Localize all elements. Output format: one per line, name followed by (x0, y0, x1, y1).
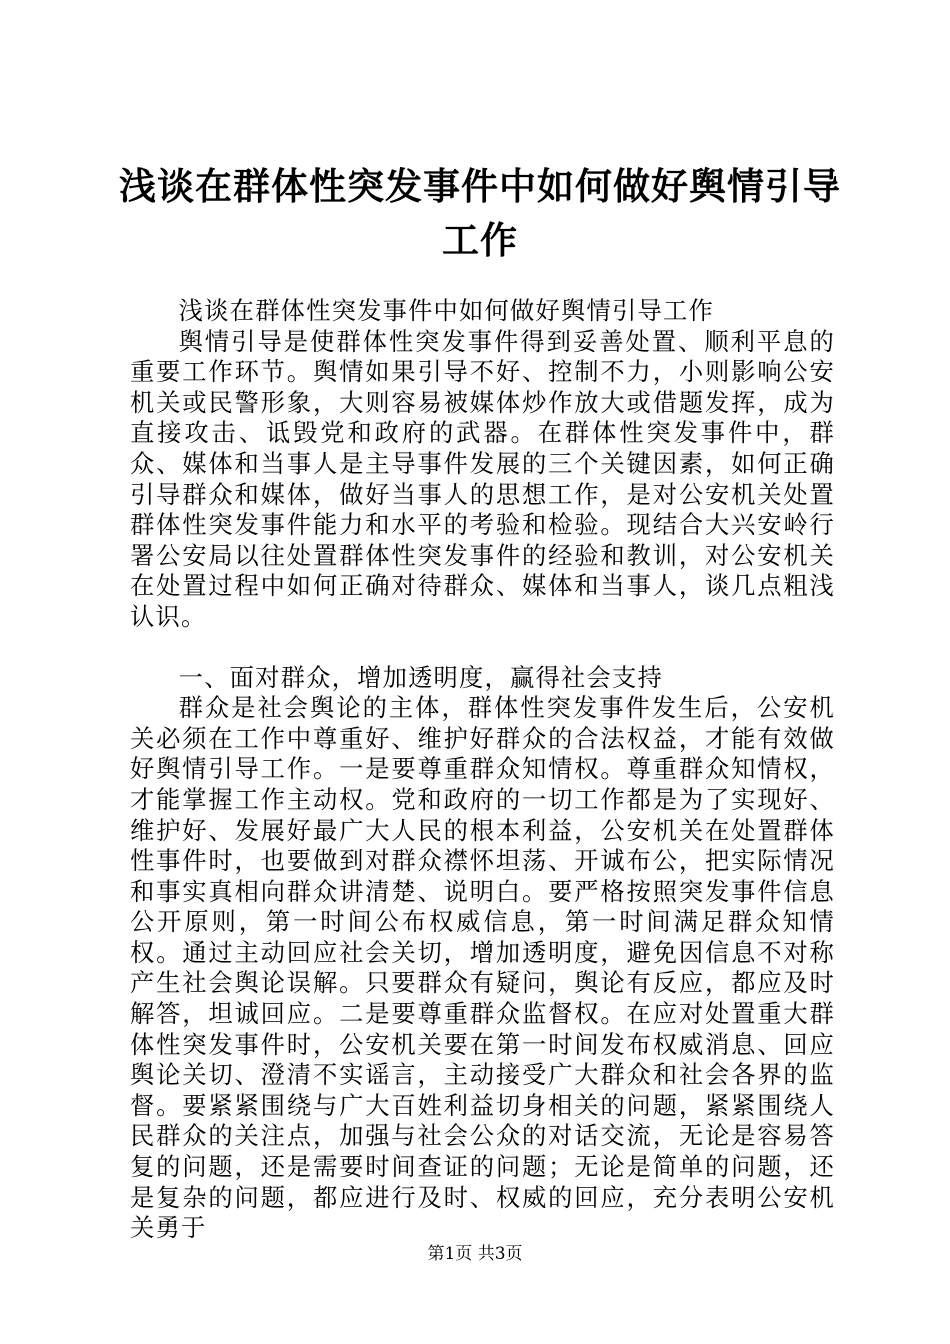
section-heading: 一、面对群众，增加透明度，赢得社会支持 (178, 662, 664, 692)
section-paragraph: 群众是社会舆论的主体，群体性突发事件发生后，公安机关必须在工作中尊重好、维护好群众的合法权益，才能有效做好舆情引导工作。一是要尊重群众知情权。尊重群众知情权，才能掌握工作主动权。党和政府的一切工作都是为了实现好、维护好、发展好最广大人民的根本利益，公安机关在处置群体性事件时，也要做到对群众襟怀坦荡、开诚布公，把实际情况和事实真相向群众讲清楚、说明白。要严格按照突发事件信息公开原则，第一时间公布权威信息，第一时间满足群众知情权。通过主动回应社会关切，增加透明度，避免因信息不对称产生社会舆论误解。只要群众有疑问，舆论有反应，都应及时解答，坦诚回应。二是要尊重群众监督权。在应对处置重大群体性突发事件时，公安机关要在第一时间发布权威消息、回应舆论关切、澄清不实谣言，主动接受广大群众和社会各界的监督。要紧紧围绕与广大百姓利益切身相关的问题，紧紧围绕人民群众的关注点，加强与社会公众的对话交流，无论是容易答复的问题，还是需要时间查证的问题；无论是简单的问题，还是复杂的问题，都应进行及时、权威的回应，充分表明公安机关勇于 (130, 693, 835, 1243)
subtitle-paragraph: 浅谈在群体性突发事件中如何做好舆情引导工作 (178, 296, 715, 325)
document-title: 浅谈在群体性突发事件中如何做好舆情引导工作 (119, 165, 841, 262)
document-body (130, 296, 835, 1244)
page-footer: 第1页 共3页 (427, 1244, 523, 1264)
intro-paragraph: 舆情引导是使群体性突发事件得到妥善处置、顺利平息的重要工作环节。舆情如果引导不好、控制不力，小则影响公安机关或民警形象，大则容易被媒体炒作放大或借题发挥，成为直接攻击、诋毁党和政府的武器。在群体性突发事件中，群众、媒体和当事人是主导事件发展的三个关键因素，如何正确引导群众和媒体，做好当事人的思想工作，是对公安机关处置群体性突发事件能力和水平的考验和检验。现结合大兴安岭行署公安局以往处置群体性突发事件的经验和教训，对公安机关在处置过程中如何正确对待群众、媒体和当事人，谈几点粗浅认识。 (130, 326, 835, 631)
